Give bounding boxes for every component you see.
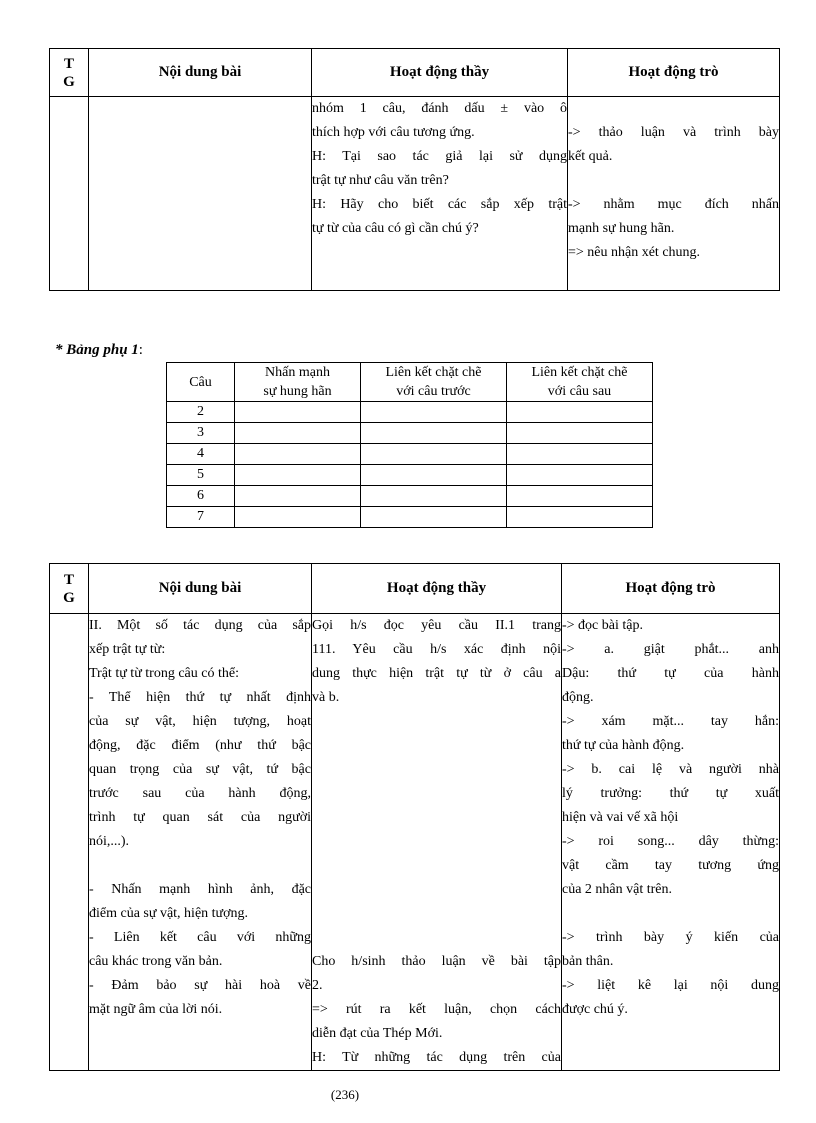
header-line: Nhấn mạnh	[265, 365, 330, 380]
empty-cell	[507, 486, 653, 507]
text-line: được chú ý.	[562, 1002, 628, 1017]
text-line: tự từ của câu có gì cần chú ý?	[312, 221, 479, 236]
sub-title-text: * Bảng phụ 1	[55, 342, 139, 358]
table-row	[167, 486, 653, 507]
header-line: Liên kết chặt chẽ	[531, 365, 628, 380]
text-line: mặt ngữ âm của lời nói.	[89, 1002, 223, 1017]
text-line: H: Hãy cho biết các sắp xếp trật	[312, 197, 567, 212]
table-row	[167, 465, 653, 486]
text-line: => rút ra kết luận, chọn cách	[312, 1002, 561, 1017]
header-line: Liên kết chặt chẽ	[385, 365, 482, 380]
empty-cell	[507, 507, 653, 528]
text-line: của 2 nhân vật trên.	[562, 882, 673, 897]
header-tg: T G	[50, 564, 89, 614]
empty-cell	[235, 507, 361, 528]
empty-cell	[235, 486, 361, 507]
text-line: Gọi h/s đọc yêu cầu II.1 trang	[312, 618, 561, 633]
text-line: trình tự quan sát của người	[89, 810, 311, 825]
text-line: -> roi song... dây thừng:	[562, 834, 779, 849]
header-line: với câu trước	[396, 384, 471, 399]
table-row	[167, 402, 653, 423]
header-teacher: Hoạt động thầy	[312, 49, 568, 97]
empty-cell	[361, 423, 507, 444]
empty-cell	[361, 486, 507, 507]
text-line: - Thể hiện thứ tự nhất định	[89, 690, 311, 705]
empty-cell	[361, 507, 507, 528]
text-line	[562, 902, 779, 926]
content-cell	[89, 97, 312, 291]
row-number: 3	[167, 423, 235, 444]
text-line: diễn đạt của Thép Mới.	[312, 1026, 443, 1041]
empty-cell	[507, 444, 653, 465]
table-header-row	[50, 564, 780, 614]
text-line: trật tự như câu văn trên?	[312, 173, 449, 188]
table-row	[50, 614, 780, 1071]
header-content: Nội dung bài	[89, 49, 312, 97]
text-line	[312, 854, 561, 878]
text-line: nói,...).	[89, 834, 130, 849]
text-line	[312, 830, 561, 854]
text-line	[312, 806, 561, 830]
table-row	[167, 423, 653, 444]
text-line: -> b. cai lệ và người nhà	[562, 762, 779, 777]
header-teacher: Hoạt động thầy	[312, 564, 562, 614]
text-line: H: Tại sao tác giả lại sử dụng	[312, 149, 567, 164]
aux-header-lien-ket-sau	[507, 363, 653, 402]
lesson-table-1	[49, 48, 780, 291]
tg-cell	[50, 97, 89, 291]
text-line: -> nhằm mục đích nhấn	[568, 197, 779, 212]
text-line: - Đảm bảo sự hài hoà về	[89, 978, 311, 993]
text-line: động.	[562, 690, 594, 705]
row-number: 7	[167, 507, 235, 528]
page-number: (236)	[330, 1087, 360, 1102]
aux-header-cau: Câu	[167, 363, 235, 402]
header-tg: T G	[50, 49, 89, 97]
header-student: Hoạt động trò	[562, 564, 780, 614]
aux-header-row	[167, 363, 653, 402]
empty-cell	[235, 423, 361, 444]
text-line: - Liên kết câu với những	[89, 930, 311, 945]
text-line: nhóm 1 câu, đánh dấu ± vào ô	[312, 101, 567, 116]
text-line: động, đặc điểm (như thứ bậc	[89, 738, 311, 753]
header-line: sự hung hãn	[263, 384, 332, 399]
empty-cell	[235, 402, 361, 423]
text-line: -> đọc bài tập.	[562, 618, 643, 633]
text-line: Cho h/sinh thảo luận về bài tập	[312, 954, 561, 969]
empty-cell	[507, 423, 653, 444]
text-line: điểm của sự vật, hiện tượng.	[89, 906, 249, 921]
empty-cell	[507, 402, 653, 423]
text-line: 2.	[312, 978, 323, 993]
aux-header-lien-ket-truoc	[361, 363, 507, 402]
sub-title-colon: :	[138, 342, 143, 358]
header-student: Hoạt động trò	[568, 49, 780, 97]
tg-cell	[50, 614, 89, 1071]
text-line: quan trọng của sự vật, tứ bậc	[89, 762, 311, 777]
text-line: mạnh sự hung hãn.	[568, 221, 675, 236]
empty-cell	[361, 444, 507, 465]
sub-table-title	[55, 342, 143, 359]
header-content: Nội dung bài	[89, 564, 312, 614]
text-line: H: Từ những tác dụng trên của	[312, 1050, 561, 1065]
empty-cell	[235, 444, 361, 465]
table-header-row	[50, 49, 780, 97]
empty-cell	[507, 465, 653, 486]
text-line	[312, 710, 561, 734]
text-line: -> xám mặt... tay hắn:	[562, 714, 779, 729]
text-line: - Nhấn mạnh hình ảnh, đặc	[89, 882, 311, 897]
text-line	[89, 854, 311, 878]
row-number: 6	[167, 486, 235, 507]
text-line: trước sau của hành động,	[89, 786, 311, 801]
table-row	[167, 444, 653, 465]
table-row	[167, 507, 653, 528]
row-number: 2	[167, 402, 235, 423]
text-line: bản thân.	[562, 954, 614, 969]
text-line	[312, 902, 561, 926]
teacher-cell	[312, 614, 562, 1071]
text-line: -> trình bày ý kiến của	[562, 930, 779, 945]
text-line	[312, 782, 561, 806]
text-line: => nêu nhận xét chung.	[568, 245, 701, 260]
text-line: của sự vật, hiện tượng, hoạt	[89, 714, 311, 729]
aux-header-nhan-manh	[235, 363, 361, 402]
text-line: kết quả.	[568, 149, 613, 164]
text-line: -> liệt kê lại nội dung	[562, 978, 779, 993]
text-line	[312, 878, 561, 902]
text-line: -> thảo luận và trình bày	[568, 125, 779, 140]
text-line: Dậu: thứ tự của hành	[562, 666, 779, 681]
text-line: vật cầm tay tương ứng	[562, 858, 779, 873]
text-line: -> a. giật phắt... anh	[562, 642, 779, 657]
text-line	[312, 926, 561, 950]
teacher-cell	[312, 97, 568, 291]
header-line: với câu sau	[547, 384, 612, 399]
text-line: dung thực hiện trật tự từ ở câu a	[312, 666, 561, 681]
text-line	[568, 97, 779, 121]
text-line: thứ tự của hành động.	[562, 738, 685, 753]
text-line: 111. Yêu cầu h/s xác định nội	[312, 642, 561, 657]
row-number: 4	[167, 444, 235, 465]
student-cell	[568, 97, 780, 291]
row-number: 5	[167, 465, 235, 486]
text-line: II. Một số tác dụng của sắp	[89, 618, 311, 633]
text-line: hiện và vai vế xã hội	[562, 810, 679, 825]
text-line: câu khác trong văn bản.	[89, 954, 223, 969]
lesson-table-2	[49, 563, 780, 1071]
text-line	[568, 169, 779, 193]
empty-cell	[361, 402, 507, 423]
empty-cell	[235, 465, 361, 486]
student-cell	[562, 614, 780, 1071]
table-row	[50, 97, 780, 291]
text-line: lý trưởng: thứ tự xuất	[562, 786, 779, 801]
text-line	[312, 734, 561, 758]
text-line: thích hợp với câu tương ứng.	[312, 125, 475, 140]
text-line	[312, 758, 561, 782]
content-cell	[89, 614, 312, 1071]
text-line: xếp trật tự từ:	[89, 642, 166, 657]
empty-cell	[361, 465, 507, 486]
text-line: Trật tự từ trong câu có thể:	[89, 666, 239, 681]
text-line: và b.	[312, 690, 340, 705]
auxiliary-table	[166, 362, 653, 528]
